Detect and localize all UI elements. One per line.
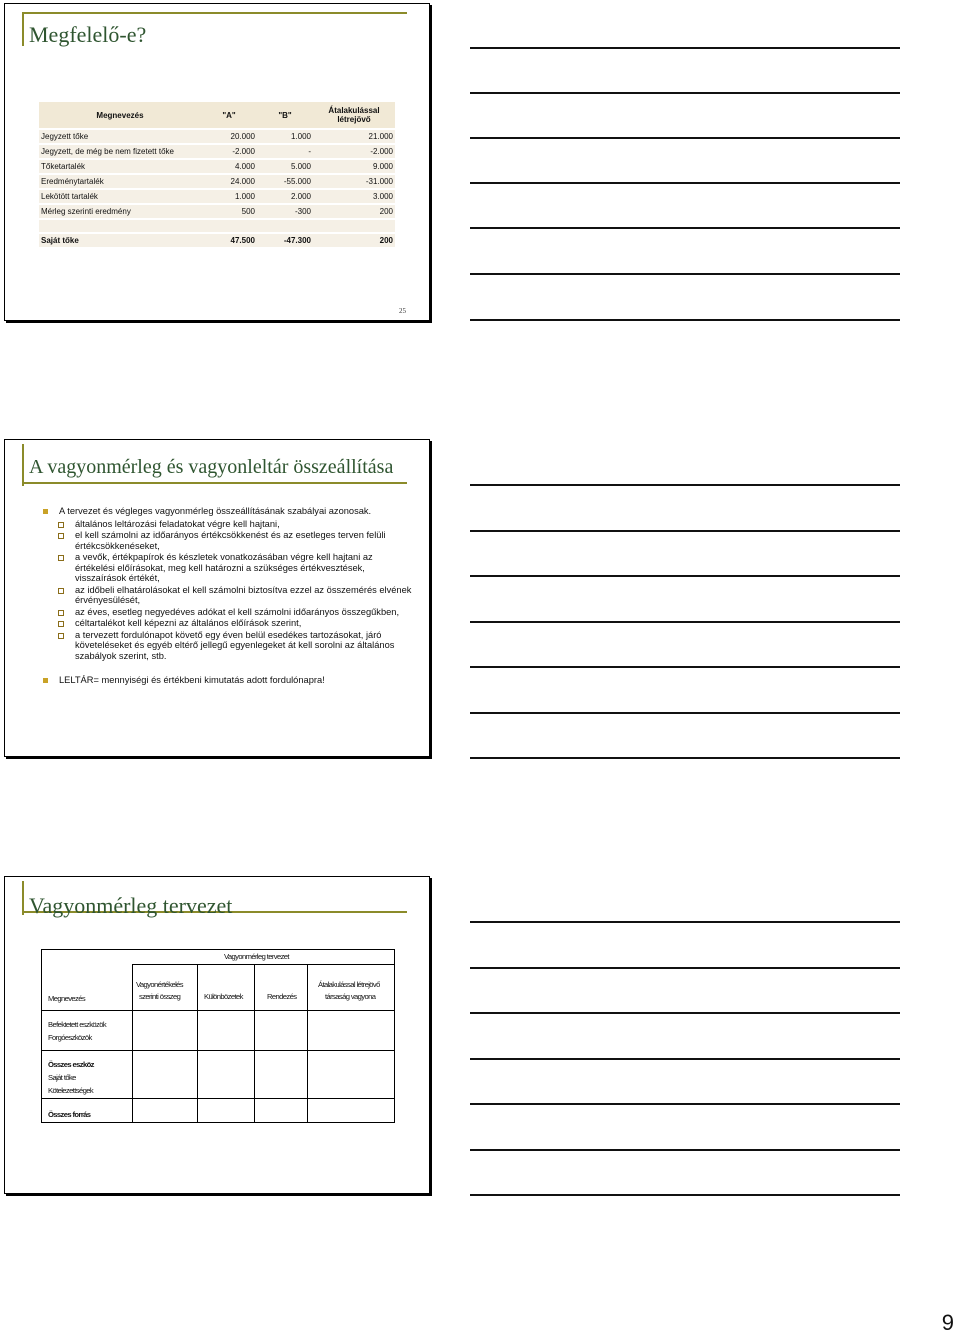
cell-b: 5.000 [257, 159, 313, 174]
total-a: 47.500 [201, 233, 257, 248]
row-label: Összes eszköz [48, 1060, 94, 1069]
sub-bullet-text: az időbeli elhatárolásokat el kell számolni biztosítva ezzel az összemérés elvének érvényesülését, [75, 584, 412, 605]
spacer-row [39, 219, 395, 233]
title-accent-horizontal [22, 482, 407, 484]
slide-title: Megfelelő-e? [29, 22, 147, 47]
cell-a: -2.000 [201, 144, 257, 159]
title-accent-vertical [22, 444, 24, 486]
table-total-row [39, 233, 395, 248]
row-label: Befektetett eszközök [48, 1020, 107, 1029]
sub-bullet-item [43, 585, 413, 606]
cell-result: 3.000 [313, 189, 395, 204]
table-divider [42, 1098, 394, 1099]
sub-bullet-text: általános leltározási feladatokat végre kell hajtani, [75, 518, 280, 529]
table-title: Vagyonmérleg tervezet [224, 952, 289, 961]
bullet-item [43, 675, 413, 686]
total-b: -47.300 [257, 233, 313, 248]
sub-bullet-text: el kell számolni az időarányos értékcsökkenést és az esetleges terven felüli értékcsökkenéseket, [75, 530, 386, 551]
col-header-differences: Különbözetek [204, 992, 243, 1001]
note-line [470, 319, 900, 321]
square-bullet-icon [43, 678, 48, 683]
header-cell: "A" [201, 102, 257, 129]
slide-page-number: 25 [399, 307, 406, 315]
bullet-item [43, 506, 413, 517]
cell-a: 24.000 [201, 174, 257, 189]
col-header-result: Átalakulással létrejövő [318, 980, 380, 989]
row-label: Összes forrás [48, 1110, 91, 1119]
note-line [470, 484, 900, 486]
slide-title: Vagyonmérleg tervezet [29, 893, 233, 918]
col-header-result-2: társaság vagyona [325, 992, 376, 1001]
table-row [39, 174, 395, 189]
note-line [470, 666, 900, 668]
col-header-valuation: Vagyonértékelés [136, 980, 184, 989]
col-header-settlement: Rendezés [267, 992, 297, 1001]
row-label: Kötelezettségek [48, 1086, 94, 1095]
table-divider [132, 964, 394, 965]
note-line [470, 1058, 900, 1060]
note-line [470, 712, 900, 714]
slide-1 [4, 3, 430, 321]
checkbox-bullet-icon [58, 522, 64, 528]
note-line [470, 1149, 900, 1151]
header-cell: Megnevezés [39, 102, 201, 129]
title-accent-vertical [22, 12, 24, 46]
slide-2 [4, 439, 430, 757]
cell-result: 200 [313, 204, 395, 219]
sub-bullet-item [43, 530, 413, 551]
checkbox-bullet-icon [58, 610, 64, 616]
note-line [470, 757, 900, 759]
cell-a: 1.000 [201, 189, 257, 204]
note-line [470, 1103, 900, 1105]
row-label: Saját tőke [48, 1073, 76, 1082]
checkbox-bullet-icon [58, 621, 64, 627]
note-line [470, 575, 900, 577]
checkbox-bullet-icon [58, 588, 64, 594]
sub-bullet-item [43, 519, 413, 530]
note-line [470, 921, 900, 923]
cell-b: 1.000 [257, 129, 313, 144]
note-line [470, 137, 900, 139]
sub-bullet-text: a vevők, értékpapírok és készletek vonatkozásában végre kell hajtani az értékelési előírásokat, meg kell határozni a szükséges értékvesztések, visszaírások értékét, [75, 552, 373, 583]
row-label: Forgóeszközök [48, 1033, 92, 1042]
row-label: Eredménytartalék [39, 174, 201, 189]
square-bullet-icon [43, 509, 48, 514]
sub-bullet-text: az éves, esetleg negyedéves adókat el kell számolni időarányos összegűkben, [75, 606, 400, 617]
note-line [470, 182, 900, 184]
note-line [470, 92, 900, 94]
table-row [39, 189, 395, 204]
table-divider [42, 1050, 394, 1051]
cell-result: -31.000 [313, 174, 395, 189]
note-line [470, 227, 900, 229]
row-label: Jegyzett, de még be nem fizetett tőke [39, 144, 201, 159]
row-label: Lekötött tartalék [39, 189, 201, 204]
col-header-valuation-2: szerinti összeg [139, 992, 181, 1001]
table-row [39, 129, 395, 144]
row-label: Mérleg szerinti eredmény [39, 204, 201, 219]
cell-b: 2.000 [257, 189, 313, 204]
row-label: Tőketartalék [39, 159, 201, 174]
bullet-text: A tervezet és végleges vagyonmérleg összeállításának szabályai azonosak. [59, 506, 372, 516]
slide-title: A vagyonmérleg és vagyonleltár összeállítása [29, 456, 394, 478]
cell-b: - [257, 144, 313, 159]
sub-bullet-item [43, 618, 413, 629]
row-label: Jegyzett tőke [39, 129, 201, 144]
table-header-row [39, 102, 395, 129]
note-line [470, 621, 900, 623]
note-line [470, 530, 900, 532]
checkbox-bullet-icon [58, 555, 64, 561]
header-cell: "B" [257, 102, 313, 129]
table-row [39, 144, 395, 159]
title-accent-vertical [22, 881, 24, 915]
title-accent-horizontal [22, 12, 407, 14]
cell-result: 21.000 [313, 129, 395, 144]
balance-draft-table [41, 949, 395, 1123]
sub-bullet-item [43, 630, 413, 662]
note-line [470, 273, 900, 275]
bullet-list [43, 506, 413, 688]
page-number: 9 [941, 1310, 954, 1335]
note-line [470, 47, 900, 49]
sub-bullet-item [43, 552, 413, 584]
col-header-name: Megnevezés [48, 994, 86, 1003]
cell-result: -2.000 [313, 144, 395, 159]
note-line [470, 1194, 900, 1196]
slide-3 [4, 876, 430, 1194]
bullet-text: LELTÁR= mennyiségi és értékbeni kimutatás adott fordulónapra! [59, 675, 325, 685]
header-cell: Átalakulással létrejövő [313, 102, 395, 129]
checkbox-bullet-icon [58, 633, 64, 639]
total-result: 200 [313, 233, 395, 248]
cell-b: -300 [257, 204, 313, 219]
total-label: Saját tőke [39, 233, 201, 248]
equity-table [39, 102, 395, 249]
cell-a: 500 [201, 204, 257, 219]
sub-bullet-text: a tervezett fordulónapot követő egy éven belül esedékes tartozásokat, járó követeléseket és egyéb eltérő jellegű egyenlegeket át kell sorolni az általános szabályok szerint, stb. [75, 629, 395, 661]
table-divider [42, 1010, 394, 1011]
note-line [470, 1012, 900, 1014]
cell-a: 4.000 [201, 159, 257, 174]
cell-a: 20.000 [201, 129, 257, 144]
sub-bullet-item [43, 607, 413, 618]
sub-bullet-text: céltartalékot kell képezni az általános előírások szerint, [75, 618, 302, 628]
table-row [39, 204, 395, 219]
cell-result: 9.000 [313, 159, 395, 174]
cell-b: -55.000 [257, 174, 313, 189]
note-line [470, 967, 900, 969]
checkbox-bullet-icon [58, 533, 64, 539]
table-row [39, 159, 395, 174]
